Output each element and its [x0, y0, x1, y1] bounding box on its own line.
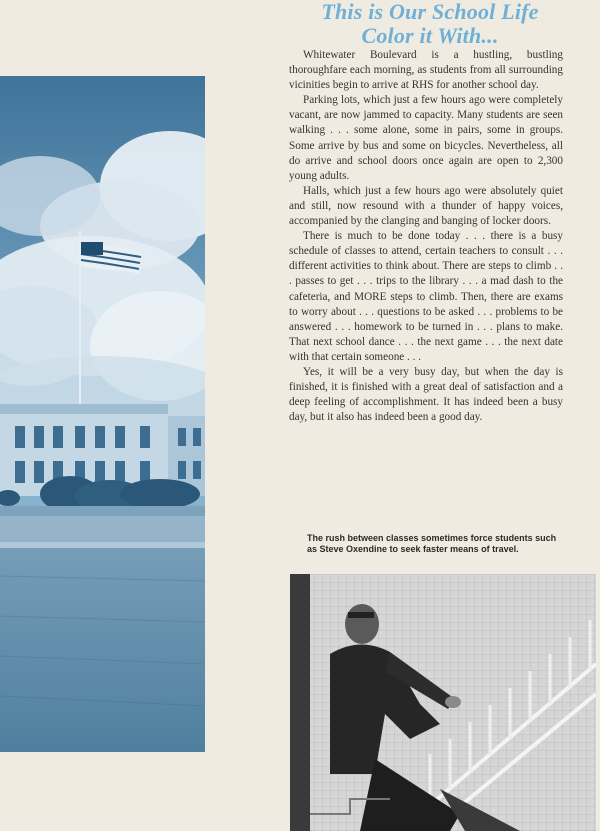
paragraph: Halls, which just a few hours ago were absolutely quiet and still, now resound with a thunder of happy voices, accompanied by the clanging and banging of locker doors. — [289, 184, 563, 228]
heading-line-1: This is Our School Life — [321, 0, 539, 24]
school-building-photo — [0, 76, 205, 752]
paragraph: There is much to be done today . . . there is a busy schedule of classes to attend, certain teachers to consult . . . different activities to think about. There are steps to climb . . . passes to get . . . trips to the library . . . a mad dash to the cafeteria, and MORE steps to climb. Then, there are exams to worry about . . . questions to be asked . . . problems to be answered . . . homework to be turned in . . . plans to make. That next school dance . . . the next game . . . the next date with that certain someone . . . — [289, 230, 563, 363]
paragraph: Yes, it will be a very busy day, but when the day is finished, it is finished with a great deal of satisfaction and a deep feeling of accomplishment. It has indeed been a busy day, but it also has indeed been a good day. — [289, 365, 563, 424]
paragraph: Parking lots, which just a few hours ago were completely vacant, are now jammed to capacity. Many students are seen walking . . . some alone, some in pairs, some in groups. Some arrive by bus and some on bicycles. Nevertheless, all do arrive and school doors once again are open to 2,300 young adults. — [289, 94, 563, 182]
heading-line-2: Color it With... — [361, 23, 499, 48]
article-body — [289, 48, 563, 425]
paragraph: Whitewater Boulevard is a hustling, bustling thoroughfare each morning, as students from all surrounding vicinities begin to arrive at RHS for another school day. — [289, 49, 563, 92]
page-heading — [285, 0, 575, 48]
student-stairs-photo — [290, 574, 596, 831]
photo-caption: The rush between classes sometimes force students such as Steve Oxendine to seek faster means of travel. — [307, 533, 557, 554]
